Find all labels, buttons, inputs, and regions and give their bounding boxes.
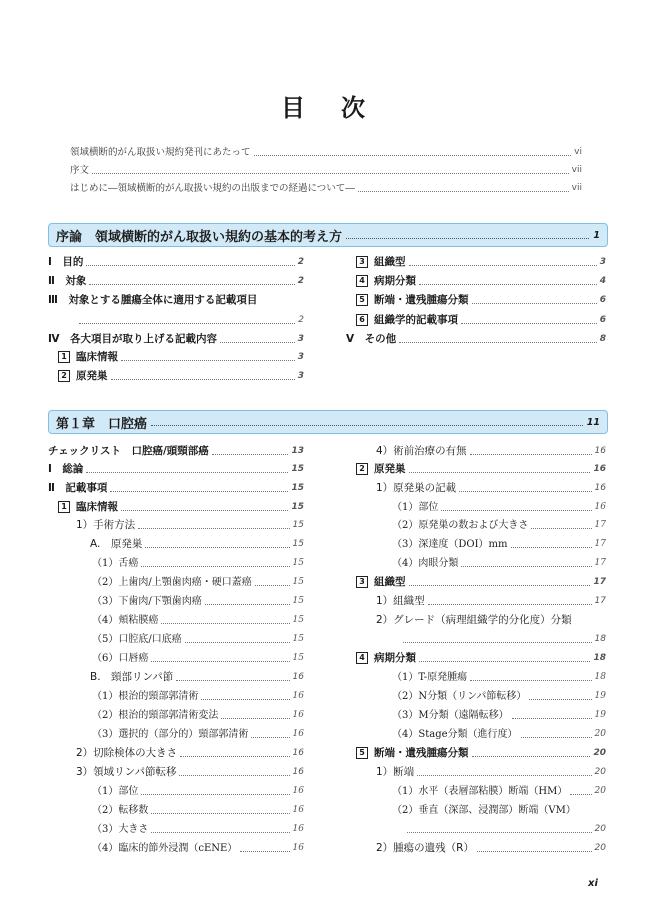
toc-entry[interactable]: 1）原発巣の記載 16: [376, 482, 606, 494]
toc-entry[interactable]: 1 臨床情報 3: [58, 351, 304, 364]
toc-entry[interactable]: （3）M分類（遠隔転移） 19: [392, 710, 606, 721]
toc-entry[interactable]: 2）腫瘍の遺残（R） 20: [376, 842, 606, 854]
toc-entry[interactable]: （1）部位 16: [392, 502, 606, 513]
toc-entry[interactable]: Ⅴ その他 8: [346, 333, 606, 345]
toc-entry-continuation[interactable]: 18: [400, 633, 606, 646]
toc-entry[interactable]: はじめに―領域横断的がん取扱い規約の出版までの経過について― vii: [70, 183, 582, 194]
toc-entry[interactable]: （4）臨床的節外浸潤（cENE） 16: [92, 843, 304, 854]
toc-entry[interactable]: 4）術前治療の有無 16: [376, 445, 606, 457]
toc-entry[interactable]: Ⅱ 対象 2: [48, 275, 304, 287]
toc-entry[interactable]: B. 頸部リンパ節 16: [90, 671, 304, 683]
toc-entry[interactable]: 4 病期分類 4: [356, 275, 606, 288]
page-number: xi: [588, 878, 598, 889]
toc-entry-continuation[interactable]: 20: [404, 823, 606, 836]
toc-entry[interactable]: （4）頬粘膜癌 15: [92, 615, 304, 626]
toc-entry[interactable]: 6 組織学的記載事項 6: [356, 314, 606, 327]
toc-entry[interactable]: （1）水平（表層部粘膜）断端（HM） 20: [392, 786, 606, 797]
toc-entry[interactable]: （2）原発巣の数および大きさ 17: [392, 520, 606, 531]
toc-entry[interactable]: （3）下歯肉/下顎歯肉癌 15: [92, 596, 304, 607]
toc-entry[interactable]: 3 組織型 3: [356, 256, 606, 269]
toc-entry[interactable]: （3）選択的（部分的）頸部郭清術 16: [92, 729, 304, 740]
toc-entry[interactable]: 領域横断的がん取扱い規約発刊にあたって vi: [70, 147, 582, 158]
toc-entry[interactable]: Ⅰ 目的 2: [48, 256, 304, 268]
toc-entry[interactable]: A. 原発巣 15: [90, 538, 304, 550]
section-heading-chapter1[interactable]: 第１章 口腔癌 11: [48, 410, 608, 434]
toc-entry[interactable]: 1 臨床情報 15: [58, 501, 304, 514]
toc-entry[interactable]: （2）上歯肉/上顎歯肉癌・硬口蓋癌 15: [92, 577, 304, 588]
toc-entry[interactable]: 序文 vii: [70, 165, 582, 176]
toc-entry[interactable]: Ⅳ 各大項目が取り上げる記載内容 3: [48, 333, 304, 345]
section-heading-intro[interactable]: 序論 領域横断的がん取扱い規約の基本的考え方 1: [48, 223, 608, 247]
toc-entry-continuation[interactable]: 2: [76, 314, 304, 327]
toc-entry[interactable]: 3）領域リンパ節転移 16: [76, 766, 304, 778]
page-title: 目 次: [281, 94, 371, 122]
toc-entry[interactable]: 3 組織型 17: [356, 576, 606, 589]
toc-entry[interactable]: （4）肉眼分類 17: [392, 558, 606, 569]
toc-entry[interactable]: （4）Stage分類（進行度） 20: [392, 729, 606, 740]
toc-entry[interactable]: Ⅱ 記載事項 15: [48, 482, 304, 494]
toc-entry[interactable]: 2）切除検体の大きさ 16: [76, 747, 304, 759]
toc-entry[interactable]: （5）口腔底/口底癌 15: [92, 634, 304, 645]
toc-entry[interactable]: （2）転移数 16: [92, 805, 304, 816]
toc-entry[interactable]: 1）断端 20: [376, 766, 606, 778]
toc-entry[interactable]: （2）N分類（リンパ節転移） 19: [392, 691, 606, 702]
toc-entry[interactable]: 5 断端・遺残腫瘍分類 20: [356, 747, 606, 760]
toc-entry[interactable]: Ⅰ 総論 15: [48, 463, 304, 475]
toc-entry[interactable]: 2 原発巣 3: [58, 370, 304, 383]
toc-entry[interactable]: （1）根治的頸部郭清術 16: [92, 691, 304, 702]
toc-entry[interactable]: 2 原発巣 16: [356, 463, 606, 476]
toc-entry[interactable]: 1）組織型 17: [376, 595, 606, 607]
toc-entry[interactable]: （3）深達度（DOI）mm 17: [392, 539, 606, 550]
toc-entry[interactable]: （2）根治的頸部郭清術変法 16: [92, 710, 304, 721]
toc-entry[interactable]: 1）手術方法 15: [76, 519, 304, 531]
toc-entry[interactable]: （1）T-原発腫瘍 18: [392, 672, 606, 683]
toc-entry[interactable]: 5 断端・遺残腫瘍分類 6: [356, 294, 606, 307]
toc-entry[interactable]: チェックリスト 口腔癌/頭頸部癌 13: [48, 445, 304, 457]
toc-entry[interactable]: （1）部位 16: [92, 786, 304, 797]
toc-entry[interactable]: （6）口唇癌 15: [92, 653, 304, 664]
toc-entry[interactable]: （3）大きさ 16: [92, 824, 304, 835]
toc-entry[interactable]: 4 病期分類 18: [356, 652, 606, 665]
toc-entry[interactable]: 2）グレード（病理組織学的分化度）分類: [376, 614, 572, 626]
toc-entry[interactable]: Ⅲ 対象とする腫瘍全体に適用する記載項目: [48, 294, 258, 306]
toc-entry[interactable]: （2）垂直（深部、浸潤部）断端（VM）: [392, 805, 576, 816]
toc-entry[interactable]: （1）舌癌 15: [92, 558, 304, 569]
